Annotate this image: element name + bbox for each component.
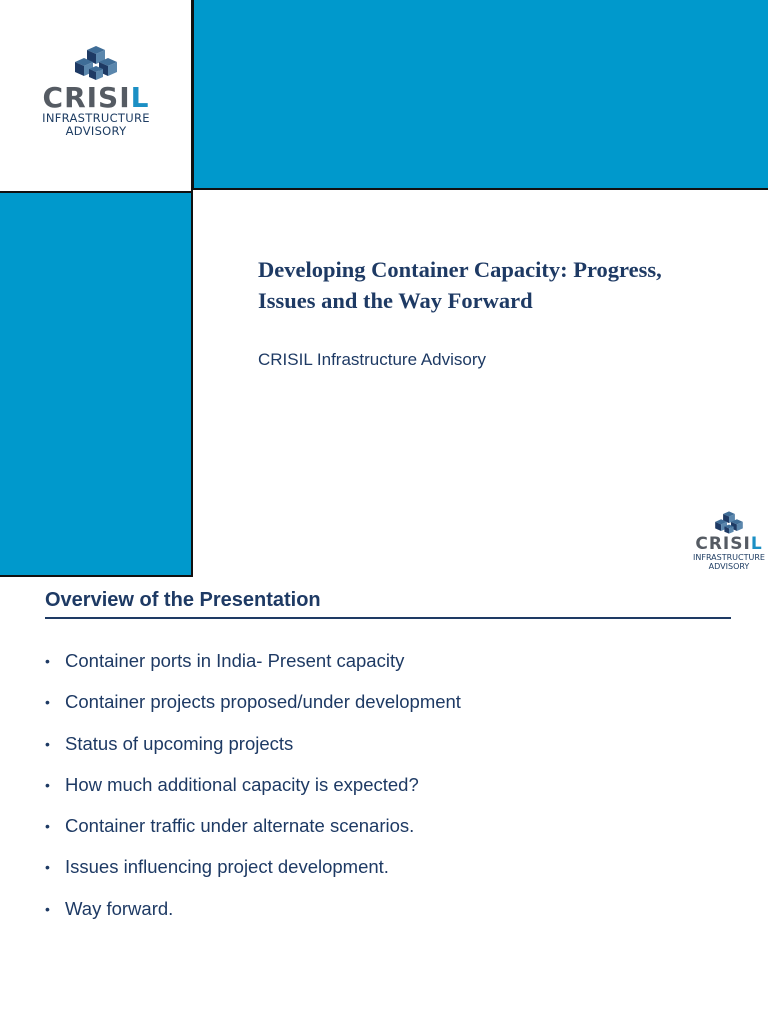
bullet-item: • Container traffic under alternate scenarios.	[45, 815, 415, 837]
bullet-icon: •	[45, 859, 50, 876]
logo-subtitle-line2: ADVISORY	[708, 562, 750, 571]
bullet-icon: •	[45, 653, 50, 669]
title-line-1: Developing Container Capacity: Progress,	[258, 257, 662, 282]
heading-underline	[45, 617, 731, 619]
logo-wordmark: CRISIL	[695, 534, 763, 554]
vertical-divider	[191, 0, 193, 192]
title-line-2: Issues and the Way Forward	[258, 288, 533, 313]
bullet-icon: •	[45, 818, 50, 835]
crisil-cube-icon	[75, 44, 117, 82]
bullet-icon: •	[45, 776, 50, 793]
bullet-item: • Container projects proposed/under development	[45, 691, 461, 713]
blue-side-block	[0, 191, 193, 577]
crisil-cube-icon	[715, 510, 743, 535]
bullet-icon: •	[45, 900, 50, 917]
bullet-item: • Container ports in India- Present capacity	[45, 650, 405, 671]
logo-subtitle-line1: INFRASTRUCTURE	[693, 553, 765, 562]
overview-slide	[0, 578, 768, 1024]
crisil-logo-small	[688, 510, 768, 571]
bullet-item: • Way forward.	[45, 897, 174, 919]
bullet-icon: •	[45, 694, 50, 711]
blue-header-block	[192, 0, 768, 190]
bullet-item: • How much additional capacity is expected?	[45, 773, 419, 795]
bullet-item: • Issues influencing project development.	[45, 856, 389, 878]
logo-subtitle-line2: ADVISORY	[65, 124, 127, 138]
logo-wordmark: CRISIL	[42, 81, 150, 114]
overview-bullet-list	[45, 649, 461, 938]
bullet-icon: •	[45, 735, 50, 752]
presentation-subtitle: CRISIL Infrastructure Advisory	[258, 350, 487, 369]
crisil-logo-large	[36, 44, 156, 138]
bullet-item: • Status of upcoming projects	[45, 732, 294, 754]
overview-heading: Overview of the Presentation	[45, 589, 321, 611]
presentation-title	[258, 254, 758, 316]
logo-subtitle-line1: INFRASTRUCTURE	[42, 111, 150, 125]
